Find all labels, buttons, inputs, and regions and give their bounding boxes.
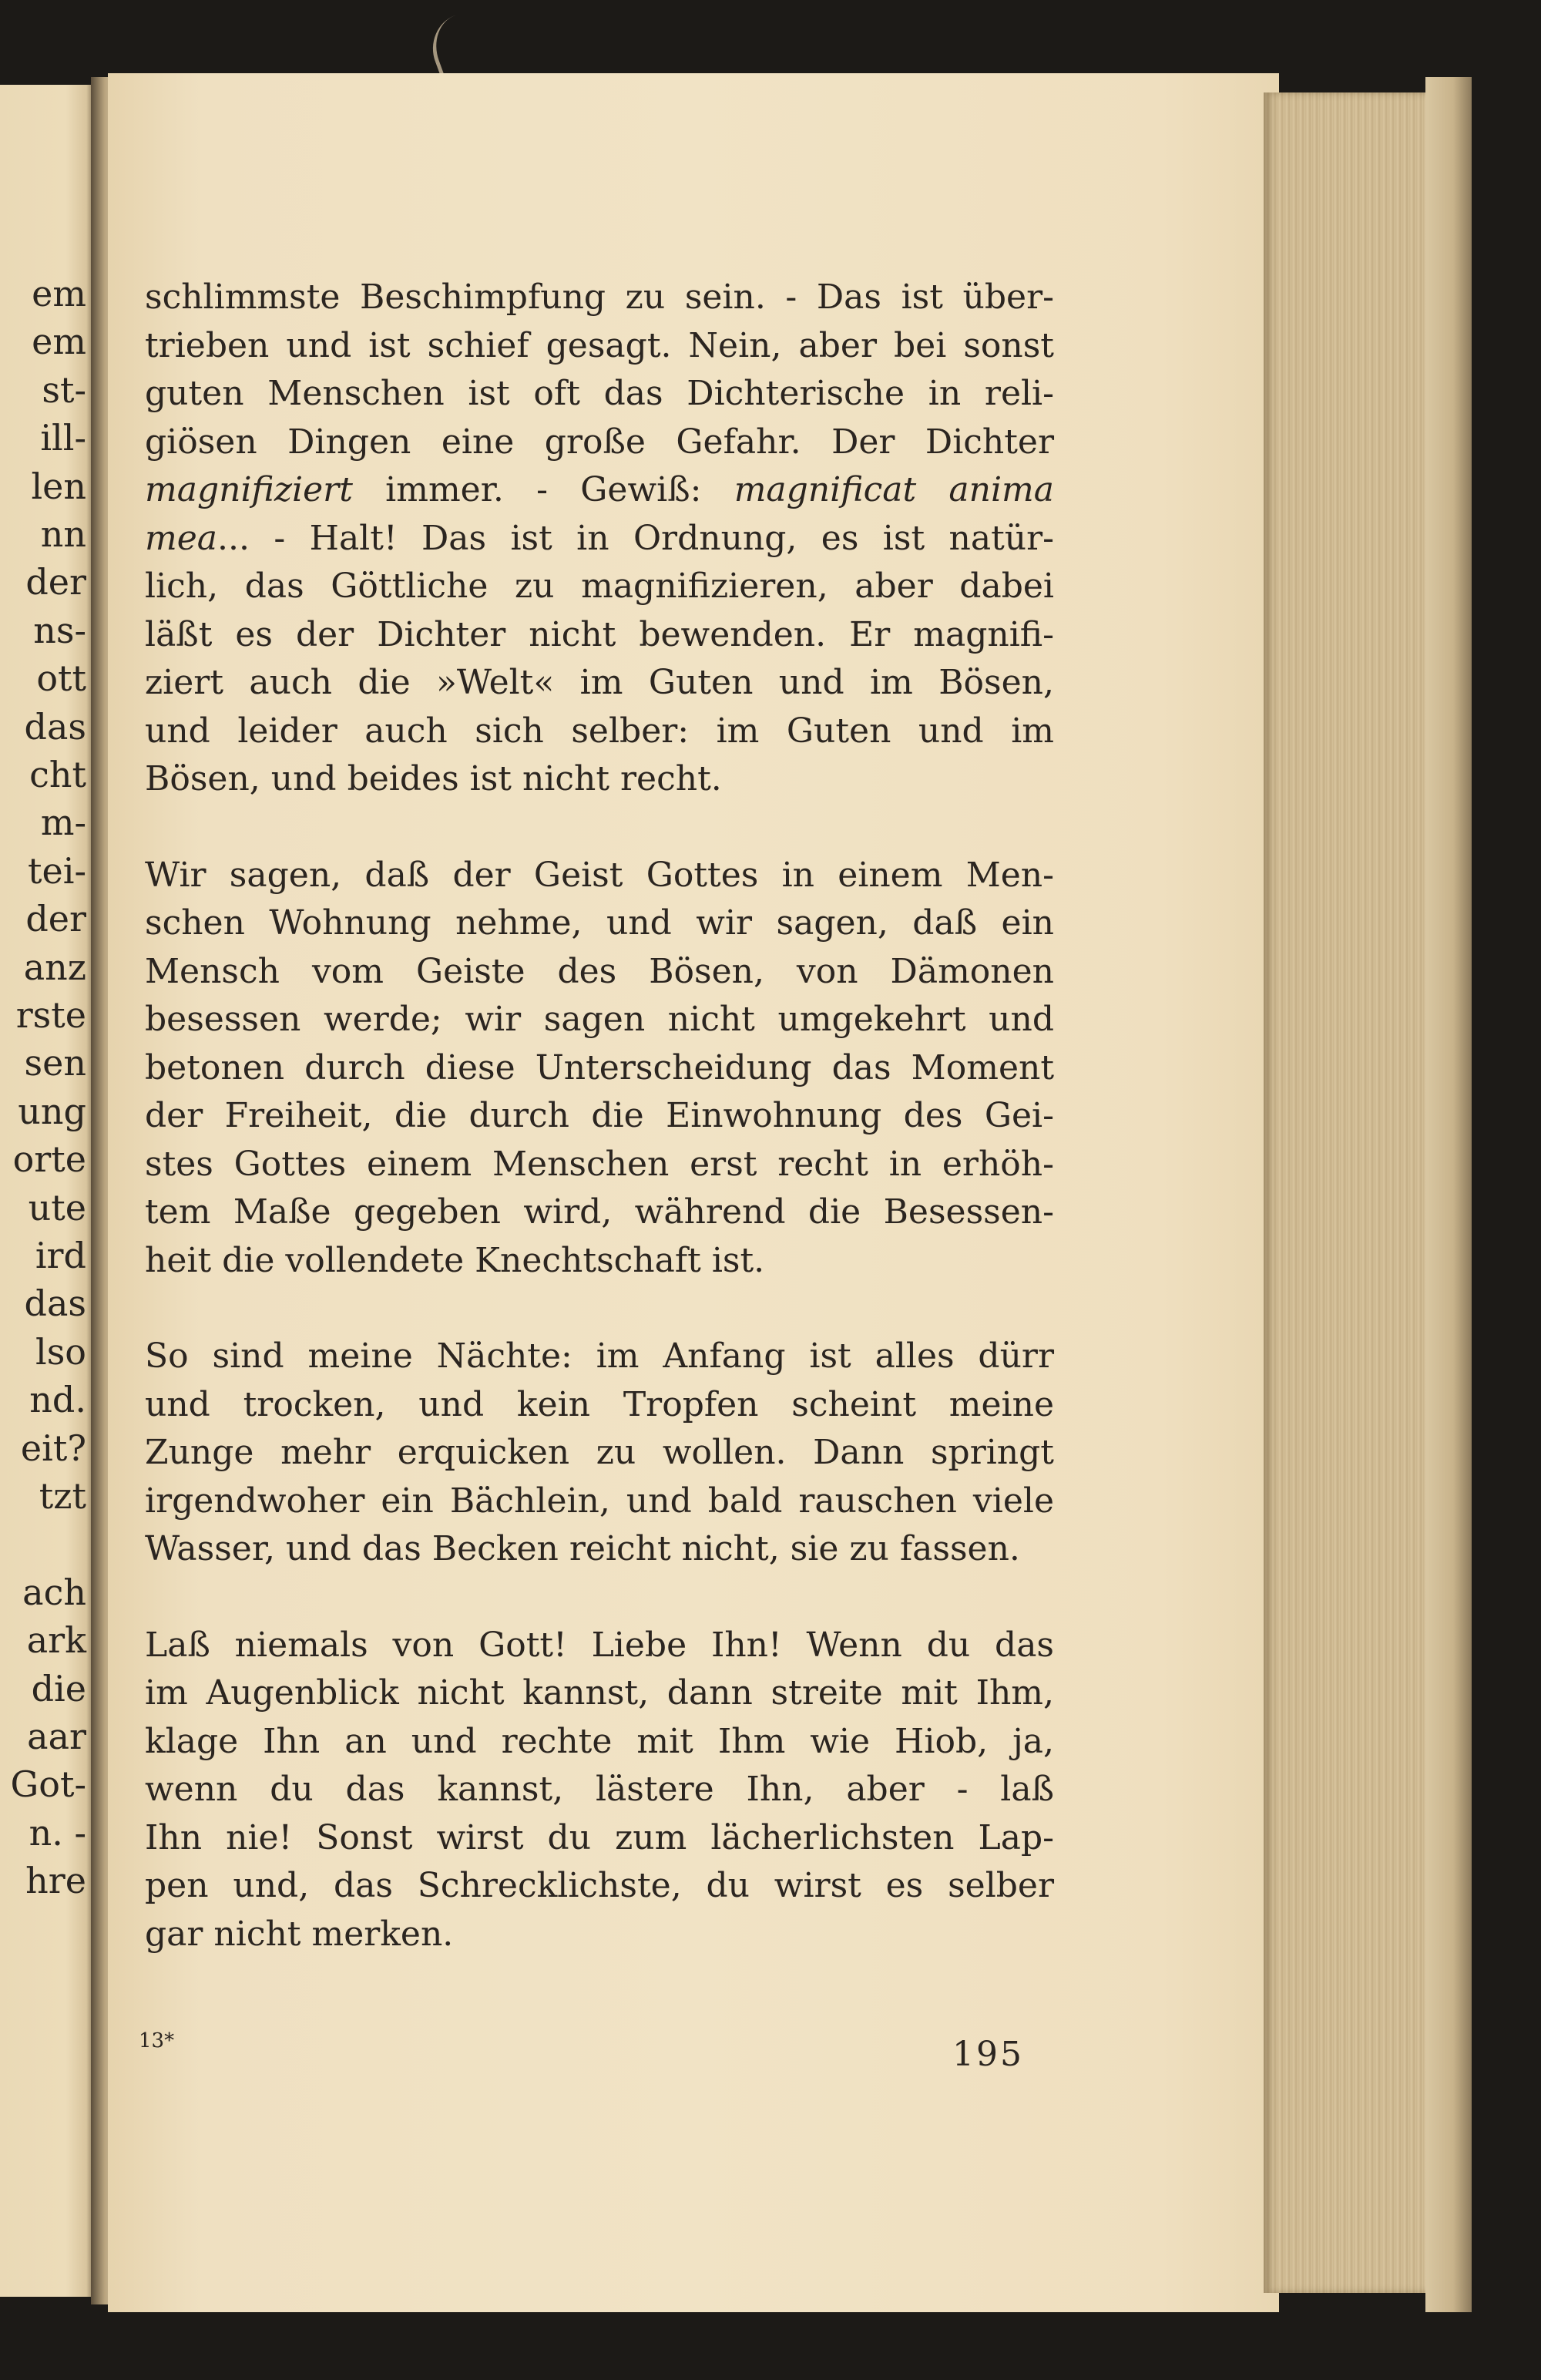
text-line: läßt es der Dichter nicht bewenden. Er magnifi-: [145, 614, 1054, 654]
left-page-line-fragment: rste: [15, 994, 86, 1036]
left-page-line-fragment: ach: [22, 1571, 86, 1613]
text-line: gar nicht merken.: [145, 1914, 454, 1954]
text-line: Zunge mehr erquicken zu wollen. Dann springt: [145, 1433, 1054, 1472]
text-line: trieben und ist schief gesagt. Nein, aber bei sonst: [145, 325, 1054, 365]
text-line: besessen werde; wir sagen nicht umgekehrt und: [145, 1000, 1054, 1039]
left-page-line-fragment: st-: [42, 368, 86, 411]
text-line: im Augenblick nicht kannst, dann streite mit Ihm,: [145, 1673, 1054, 1713]
paragraph: [145, 274, 1054, 804]
text-line: Mensch vom Geiste des Bösen, von Dämonen: [145, 951, 1054, 991]
left-page-line-fragment: ung: [18, 1090, 86, 1132]
paragraph: [145, 852, 1054, 1286]
left-page-line-fragment: hre: [25, 1860, 86, 1902]
text-segment: immer. - Gewiß:: [352, 470, 734, 509]
paragraph: [145, 1333, 1054, 1574]
left-page-line-fragment: eit?: [20, 1427, 86, 1469]
left-page-line-fragment: anz: [23, 946, 86, 988]
left-page-line-fragment: das: [24, 705, 86, 748]
left-page-line-fragment: ott: [36, 657, 86, 700]
text-line: [145, 466, 1054, 515]
text-segment: ... - Halt! Das ist in Ordnung, es ist natür-: [217, 518, 1054, 558]
cover-edge: [1425, 77, 1472, 2312]
text-line: schen Wohnung nehme, und wir sagen, daß ein: [145, 903, 1054, 943]
left-page-line-fragment: ute: [28, 1186, 86, 1229]
paragraph: [145, 1622, 1054, 1959]
text-line: stes Gottes einem Menschen erst recht in erhöh-: [145, 1144, 1054, 1184]
left-page-line-fragment: der: [25, 898, 86, 940]
left-page-line-fragment: orte: [12, 1138, 86, 1181]
left-page-line-fragment: Got-: [10, 1763, 86, 1806]
left-page-line-fragment: lso: [35, 1330, 86, 1373]
text-line: schlimmste Beschimpfung zu sein. - Das ist über-: [145, 277, 1054, 317]
left-page-line-fragment: len: [31, 465, 86, 507]
left-page-line-fragment: tei-: [28, 849, 86, 892]
page-number: 195: [952, 2035, 1024, 2074]
text-line: Laß niemals von Gott! Liebe Ihn! Wenn du das: [145, 1625, 1054, 1665]
text-line: irgendwoher ein Bächlein, und bald rauschen viele: [145, 1481, 1054, 1521]
left-page-line-fragment: em: [32, 321, 86, 363]
italic-text: mea: [145, 518, 217, 558]
text-line: ziert auch die »Welt« im Guten und im Bösen,: [145, 663, 1054, 702]
text-line: Wasser, und das Becken reicht nicht, sie zu fassen.: [145, 1529, 1020, 1568]
left-page-line-fragment: n. -: [29, 1811, 86, 1854]
signature-mark: 13*: [139, 2029, 175, 2052]
text-line: wenn du das kannst, lästere Ihn, aber - laß: [145, 1770, 1054, 1809]
text-line: So sind meine Nächte: im Anfang ist alles dürr: [145, 1336, 1054, 1376]
text-line: [145, 515, 1054, 563]
page-body-text: [145, 274, 1054, 1958]
left-page: [0, 85, 94, 2297]
text-line: Ihn nie! Sonst wirst du zum lächerlichsten Lap-: [145, 1817, 1054, 1857]
text-line: und leider auch sich selber: im Guten und im: [145, 711, 1054, 751]
text-line: heit die vollendete Knechtschaft ist.: [145, 1240, 765, 1280]
text-line: Bösen, und beides ist nicht recht.: [145, 759, 722, 798]
page-block-edges: [1264, 92, 1441, 2293]
text-line: der Freiheit, die durch die Einwohnung des Gei-: [145, 1096, 1054, 1135]
text-line: giösen Dingen eine große Gefahr. Der Dichter: [145, 422, 1054, 462]
text-line: guten Menschen ist oft das Dichterische in reli-: [145, 374, 1054, 413]
left-page-line-fragment: cht: [29, 754, 86, 795]
text-line: Wir sagen, daß der Geist Gottes in einem Men-: [145, 855, 1054, 895]
left-page-line-fragment: ill-: [40, 417, 86, 459]
text-line: betonen durch diese Unterscheidung das Moment: [145, 1047, 1054, 1087]
left-page-line-fragment: em: [32, 273, 86, 314]
left-page-line-fragment: ark: [26, 1619, 86, 1662]
left-page-line-fragment: das: [24, 1282, 86, 1325]
left-page-line-fragment: nd.: [29, 1379, 86, 1421]
left-page-line-fragment: sen: [24, 1042, 86, 1084]
left-page-line-fragment: ird: [35, 1235, 86, 1276]
text-line: tem Maße gegeben wird, während die Besessen-: [145, 1192, 1054, 1232]
text-line: lich, das Göttliche zu magnifizieren, aber dabei: [145, 566, 1054, 606]
left-page-line-fragment: ns-: [33, 609, 86, 651]
left-page-line-fragment: m-: [40, 802, 86, 844]
left-page-line-fragment: der: [25, 561, 86, 603]
text-line: und trocken, und kein Tropfen scheint meine: [145, 1384, 1054, 1424]
left-page-line-fragment: aar: [27, 1716, 86, 1757]
left-page-line-fragment: tzt: [39, 1475, 86, 1517]
text-line: pen und, das Schrecklichste, du wirst es selber: [145, 1866, 1054, 1905]
text-line: klage Ihn an und rechte mit Ihm wie Hiob, ja,: [145, 1721, 1054, 1761]
left-page-line-fragment: nn: [40, 513, 86, 555]
left-page-line-fragment: die: [31, 1667, 86, 1709]
italic-text: magnifiziert: [145, 470, 353, 509]
italic-text: magnificat anima: [734, 470, 1054, 509]
